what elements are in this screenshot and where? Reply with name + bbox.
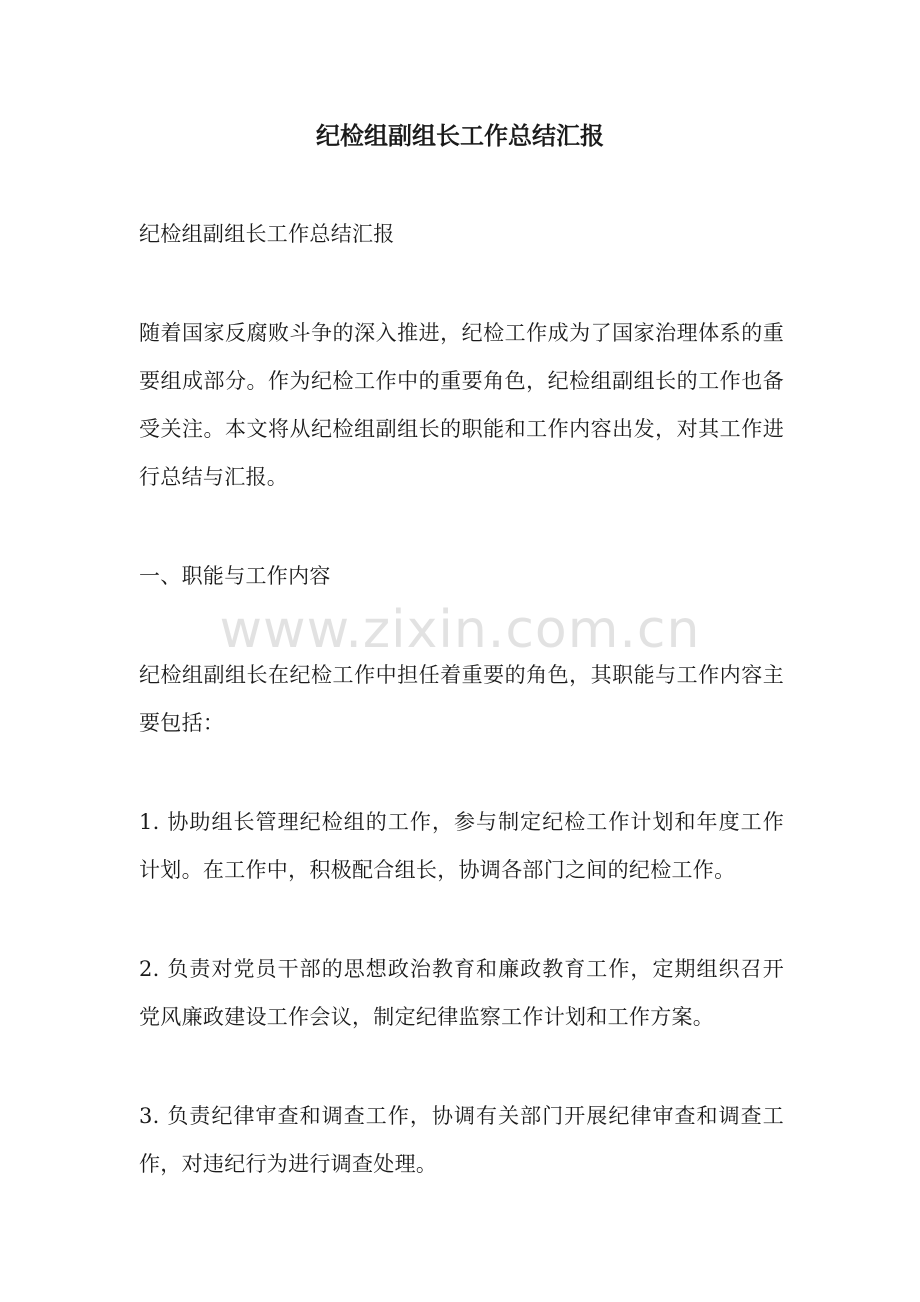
document-body [139, 210, 784, 1188]
section-intro-paragraph: 纪检组副组长在纪检工作中担任着重要的角色，其职能与工作内容主要包括： [139, 663, 784, 735]
subtitle-paragraph: 纪检组副组长工作总结汇报 [139, 222, 395, 246]
section-heading: 一、职能与工作内容 [139, 564, 331, 588]
list-item-2: 2. 负责对党员干部的思想政治教育和廉政教育工作，定期组织召开党风廉政建设工作会议，制定纪律监察工作计划和工作方案。 [139, 957, 784, 1029]
intro-paragraph: 随着国家反腐败斗争的深入推进，纪检工作成为了国家治理体系的重要组成部分。作为纪检工作中的重要角色，纪检组副组长的工作也备受关注。本文将从纪检组副组长的职能和工作内容出发，对其工作进行总结与汇报。 [139, 321, 784, 489]
watermark: www.zixin.com.cn [219, 600, 701, 660]
document-title: 纪检组副组长工作总结汇报 [316, 121, 604, 150]
list-item-1: 1. 协助组长管理纪检组的工作，参与制定纪检工作计划和年度工作计划。在工作中，积极配合组长，协调各部门之间的纪检工作。 [139, 810, 784, 882]
list-item-3: 3. 负责纪律审查和调查工作，协调有关部门开展纪律审查和调查工作，对违纪行为进行调查处理。 [139, 1104, 784, 1176]
